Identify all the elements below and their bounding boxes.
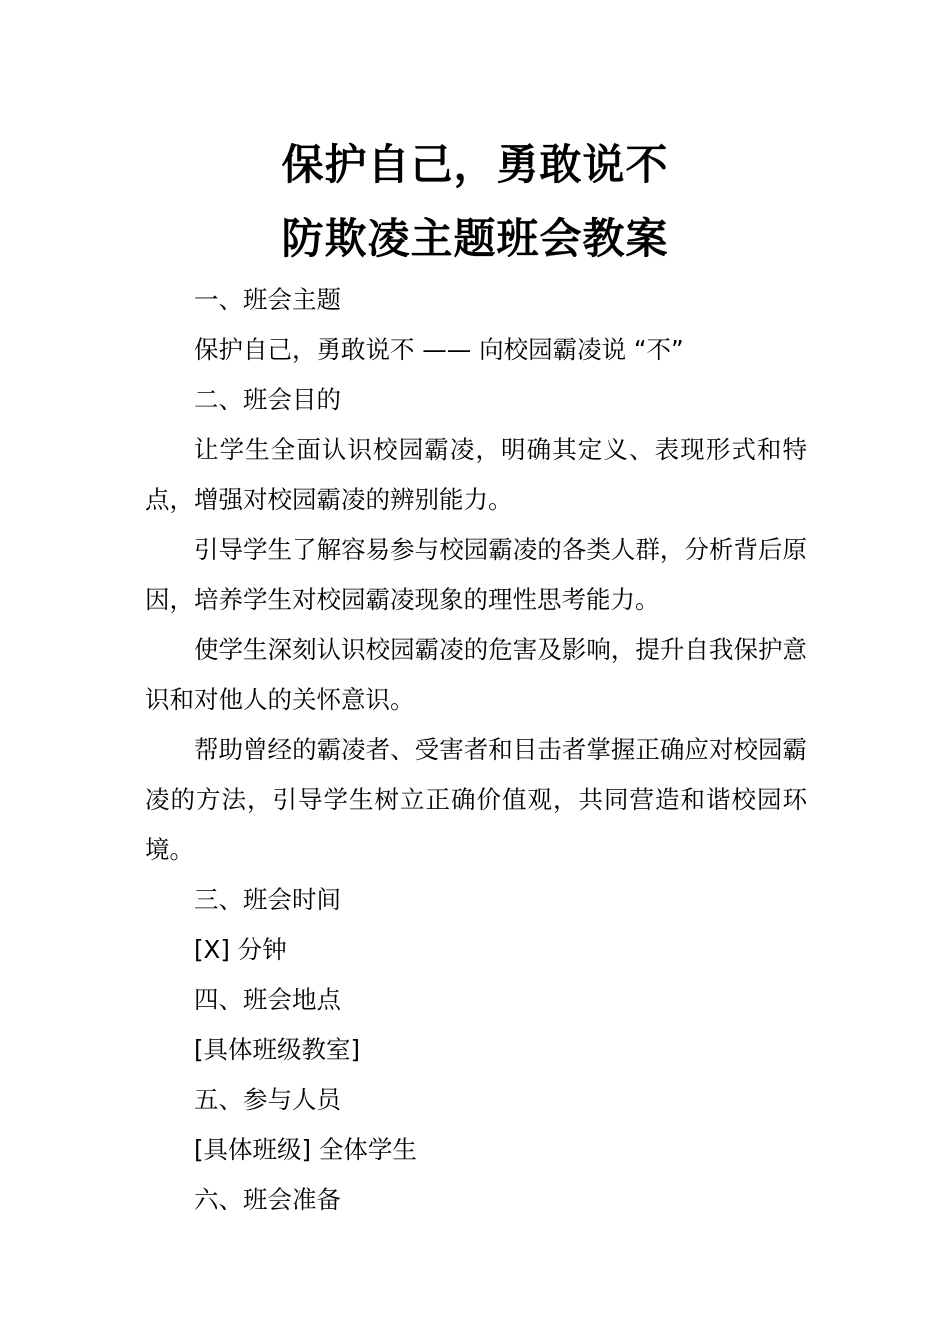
section-heading-time: 三、班会时间 <box>194 885 341 914</box>
section-heading-purpose: 二、班会目的 <box>194 385 341 414</box>
document-title-line1: 保护自己，勇敢说不 <box>281 140 669 189</box>
section-heading-theme: 一、班会主题 <box>194 285 341 314</box>
section-heading-preparation: 六、班会准备 <box>194 1185 341 1214</box>
purpose-paragraph-3: 使学生深刻认识校园霸凌的危害及影响，提升自我保护意识和对他人的关怀意识。 <box>145 635 807 714</box>
participants-text: [具体班级] 全体学生 <box>194 1135 417 1164</box>
purpose-paragraph-2: 引导学生了解容易参与校园霸凌的各类人群，分析背后原因，培养学生对校园霸凌现象的理性思考能力。 <box>145 535 807 614</box>
purpose-paragraph-4: 帮助曾经的霸凌者、受害者和目击者掌握正确应对校园霸凌的方法，引导学生树立正确价值观，共同营造和谐校园环境。 <box>145 735 807 864</box>
section-heading-participants: 五、参与人员 <box>194 1085 341 1114</box>
document-title-line2: 防欺凌主题班会教案 <box>281 214 669 263</box>
section-heading-location: 四、班会地点 <box>194 985 341 1014</box>
time-text: [X] 分钟 <box>194 935 287 964</box>
purpose-paragraph-1: 让学生全面认识校园霸凌，明确其定义、表现形式和特点，增强对校园霸凌的辨别能力。 <box>145 435 807 514</box>
location-text: [具体班级教室] <box>194 1035 361 1064</box>
theme-text: 保护自己，勇敢说不 —— 向校园霸凌说 “不” <box>194 335 684 364</box>
document-body <box>145 275 807 1225</box>
